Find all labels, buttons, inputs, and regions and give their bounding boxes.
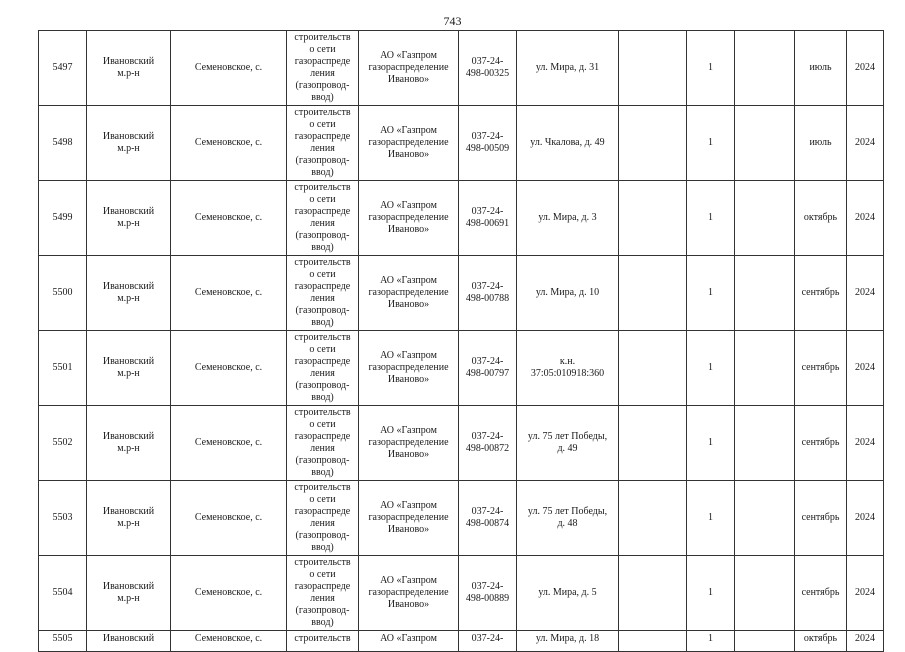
request-code-cell: 037-24- 498-00889 xyxy=(459,556,517,631)
month-cell: сентябрь xyxy=(795,556,847,631)
year-cell: 2024 xyxy=(847,631,884,652)
work-type-cell: строительств о сети газораспреде ления (газопровод- ввод) xyxy=(287,331,359,406)
year-cell: 2024 xyxy=(847,106,884,181)
year-cell: 2024 xyxy=(847,256,884,331)
request-code-cell: 037-24- 498-00509 xyxy=(459,106,517,181)
locality-cell: Семеновское, с. xyxy=(171,481,287,556)
request-code-cell: 037-24- 498-00325 xyxy=(459,31,517,106)
organization-cell: АО «Газпром газораспределение Иваново» xyxy=(359,256,459,331)
table-row xyxy=(39,181,884,256)
organization-cell: АО «Газпром газораспределение Иваново» xyxy=(359,181,459,256)
empty-cell xyxy=(619,256,687,331)
empty-cell xyxy=(619,31,687,106)
address-cell: ул. Чкалова, д. 49 xyxy=(517,106,619,181)
work-type-cell: строительств о сети газораспреде ления (газопровод- ввод) xyxy=(287,406,359,481)
work-type-cell: строительств о сети газораспреде ления (газопровод- ввод) xyxy=(287,256,359,331)
quantity-cell: 1 xyxy=(687,106,735,181)
organization-cell: АО «Газпром газораспределение Иваново» xyxy=(359,556,459,631)
table-row xyxy=(39,106,884,181)
district-cell: Ивановский м.р-н xyxy=(87,31,171,106)
request-code-cell: 037-24- xyxy=(459,631,517,652)
request-code-cell: 037-24- 498-00788 xyxy=(459,256,517,331)
district-cell: Ивановский м.р-н xyxy=(87,331,171,406)
organization-cell: АО «Газпром газораспределение Иваново» xyxy=(359,106,459,181)
empty-cell xyxy=(619,631,687,652)
empty-cell xyxy=(619,406,687,481)
empty-cell xyxy=(619,106,687,181)
quantity-cell: 1 xyxy=(687,181,735,256)
quantity-cell: 1 xyxy=(687,331,735,406)
work-type-cell: строительств xyxy=(287,631,359,652)
request-code-cell: 037-24- 498-00691 xyxy=(459,181,517,256)
locality-cell: Семеновское, с. xyxy=(171,406,287,481)
row-number-cell: 5505 xyxy=(39,631,87,652)
address-cell: ул. Мира, д. 31 xyxy=(517,31,619,106)
request-code-cell: 037-24- 498-00797 xyxy=(459,331,517,406)
month-cell: сентябрь xyxy=(795,481,847,556)
organization-cell: АО «Газпром газораспределение Иваново» xyxy=(359,331,459,406)
address-cell: ул. 75 лет Победы, д. 49 xyxy=(517,406,619,481)
district-cell: Ивановский м.р-н xyxy=(87,256,171,331)
work-type-cell: строительств о сети газораспреде ления (газопровод- ввод) xyxy=(287,106,359,181)
empty-cell xyxy=(735,631,795,652)
quantity-cell: 1 xyxy=(687,406,735,481)
table-row xyxy=(39,406,884,481)
empty-cell xyxy=(619,181,687,256)
locality-cell: Семеновское, с. xyxy=(171,631,287,652)
quantity-cell: 1 xyxy=(687,556,735,631)
empty-cell xyxy=(735,556,795,631)
row-number-cell: 5503 xyxy=(39,481,87,556)
row-number-cell: 5502 xyxy=(39,406,87,481)
table-row xyxy=(39,31,884,106)
empty-cell xyxy=(619,481,687,556)
table-row xyxy=(39,481,884,556)
quantity-cell: 1 xyxy=(687,481,735,556)
year-cell: 2024 xyxy=(847,181,884,256)
empty-cell xyxy=(735,331,795,406)
request-code-cell: 037-24- 498-00872 xyxy=(459,406,517,481)
locality-cell: Семеновское, с. xyxy=(171,106,287,181)
row-number-cell: 5498 xyxy=(39,106,87,181)
district-cell: Ивановский м.р-н xyxy=(87,181,171,256)
row-number-cell: 5499 xyxy=(39,181,87,256)
district-cell: Ивановский м.р-н xyxy=(87,556,171,631)
organization-cell: АО «Газпром xyxy=(359,631,459,652)
locality-cell: Семеновское, с. xyxy=(171,256,287,331)
address-cell: к.н. 37:05:010918:360 xyxy=(517,331,619,406)
empty-cell xyxy=(735,481,795,556)
year-cell: 2024 xyxy=(847,481,884,556)
request-code-cell: 037-24- 498-00874 xyxy=(459,481,517,556)
table-row xyxy=(39,556,884,631)
register-table xyxy=(38,30,884,652)
empty-cell xyxy=(619,331,687,406)
locality-cell: Семеновское, с. xyxy=(171,181,287,256)
month-cell: июль xyxy=(795,31,847,106)
work-type-cell: строительств о сети газораспреде ления (газопровод- ввод) xyxy=(287,481,359,556)
work-type-cell: строительств о сети газораспреде ления (газопровод- ввод) xyxy=(287,31,359,106)
year-cell: 2024 xyxy=(847,31,884,106)
page-number: 743 xyxy=(443,14,462,28)
address-cell: ул. Мира, д. 18 xyxy=(517,631,619,652)
empty-cell xyxy=(735,181,795,256)
row-number-cell: 5501 xyxy=(39,331,87,406)
organization-cell: АО «Газпром газораспределение Иваново» xyxy=(359,481,459,556)
empty-cell xyxy=(735,256,795,331)
table-row xyxy=(39,631,884,652)
month-cell: октябрь xyxy=(795,181,847,256)
year-cell: 2024 xyxy=(847,406,884,481)
address-cell: ул. 75 лет Победы, д. 48 xyxy=(517,481,619,556)
table-row xyxy=(39,331,884,406)
address-cell: ул. Мира, д. 10 xyxy=(517,256,619,331)
table-body xyxy=(39,31,884,652)
organization-cell: АО «Газпром газораспределение Иваново» xyxy=(359,406,459,481)
empty-cell xyxy=(735,406,795,481)
district-cell: Ивановский м.р-н xyxy=(87,406,171,481)
district-cell: Ивановский м.р-н xyxy=(87,106,171,181)
work-type-cell: строительств о сети газораспреде ления (газопровод- ввод) xyxy=(287,181,359,256)
quantity-cell: 1 xyxy=(687,631,735,652)
quantity-cell: 1 xyxy=(687,256,735,331)
address-cell: ул. Мира, д. 5 xyxy=(517,556,619,631)
row-number-cell: 5500 xyxy=(39,256,87,331)
month-cell: сентябрь xyxy=(795,331,847,406)
locality-cell: Семеновское, с. xyxy=(171,31,287,106)
locality-cell: Семеновское, с. xyxy=(171,556,287,631)
month-cell: сентябрь xyxy=(795,406,847,481)
work-type-cell: строительств о сети газораспреде ления (газопровод- ввод) xyxy=(287,556,359,631)
district-cell: Ивановский м.р-н xyxy=(87,481,171,556)
empty-cell xyxy=(735,31,795,106)
row-number-cell: 5504 xyxy=(39,556,87,631)
district-cell: Ивановский xyxy=(87,631,171,652)
table-row xyxy=(39,256,884,331)
address-cell: ул. Мира, д. 3 xyxy=(517,181,619,256)
organization-cell: АО «Газпром газораспределение Иваново» xyxy=(359,31,459,106)
quantity-cell: 1 xyxy=(687,31,735,106)
empty-cell xyxy=(735,106,795,181)
year-cell: 2024 xyxy=(847,331,884,406)
month-cell: июль xyxy=(795,106,847,181)
month-cell: октябрь xyxy=(795,631,847,652)
locality-cell: Семеновское, с. xyxy=(171,331,287,406)
empty-cell xyxy=(619,556,687,631)
year-cell: 2024 xyxy=(847,556,884,631)
row-number-cell: 5497 xyxy=(39,31,87,106)
month-cell: сентябрь xyxy=(795,256,847,331)
